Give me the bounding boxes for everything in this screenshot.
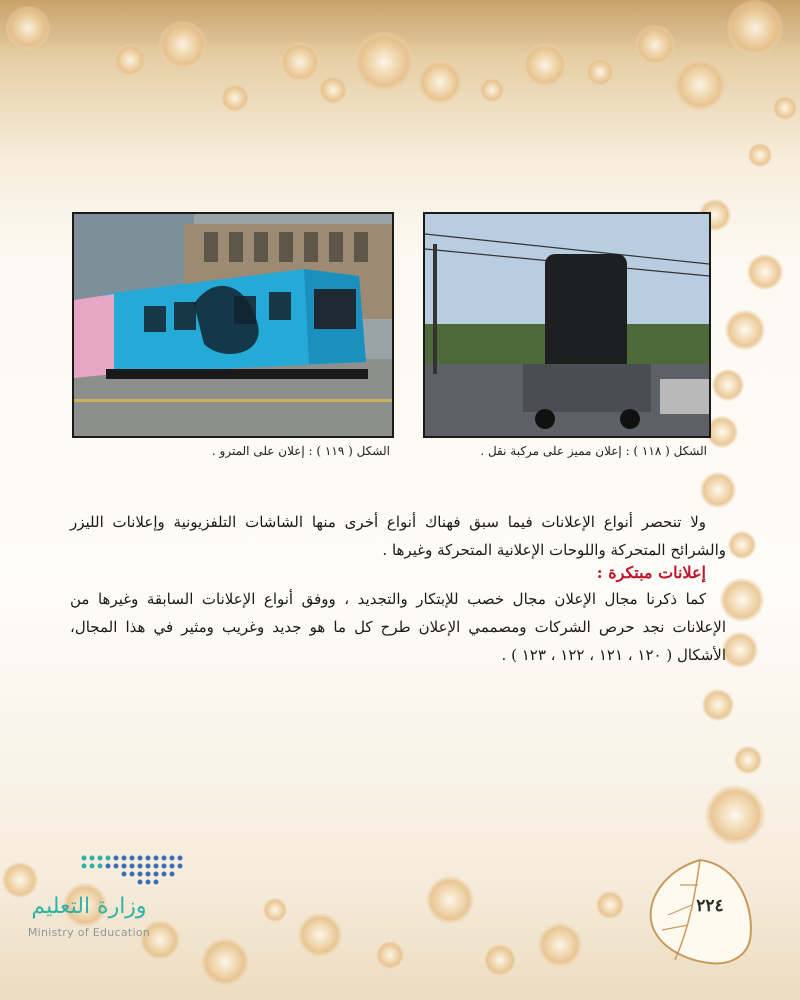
intro-paragraph bbox=[70, 508, 726, 564]
innovation-paragraph bbox=[70, 585, 726, 669]
truck-ad-photo bbox=[423, 212, 711, 438]
logo-dots-icon bbox=[76, 850, 196, 890]
innovation-paragraph-text: كما ذكرنا مجال الإعلان مجال خصب للإبتكار والتجديد ، ووفق أنواع الإعلانات السابقة وغيرها من الإعلانات نجد حرص الشركات ومصممي الإعلان طرح كل ما هو جديد وغريب ومثير في هذا المجال، الأشكال ( ١٢٠ ، ١٢١ ، ١٢٢ ، ١٢٣ ) . bbox=[70, 590, 726, 664]
ministry-logo bbox=[14, 850, 194, 945]
figure-119-caption: الشكل ( ١١٩ ) : إعلان على المترو . bbox=[211, 444, 390, 458]
section-heading: إعلانات مبتكرة : bbox=[596, 563, 706, 582]
logo-english-text: Ministry of Education bbox=[27, 926, 151, 939]
figure-118-caption: الشكل ( ١١٨ ) : إعلان مميز على مركبة نقل . bbox=[480, 444, 707, 458]
logo-arabic-text: وزارة التعليم bbox=[31, 894, 147, 919]
intro-paragraph-text: ولا تنحصر أنواع الإعلانات فيما سبق فهناك أنواع أخرى منها الشاشات التلفزيونية وإعلانات الليزر والشرائح المتحركة واللوحات الإعلانية المتحركة وغيرها . bbox=[70, 513, 726, 559]
page-number: ٢٢٤ bbox=[696, 896, 724, 916]
metro-ad-photo bbox=[72, 212, 394, 438]
